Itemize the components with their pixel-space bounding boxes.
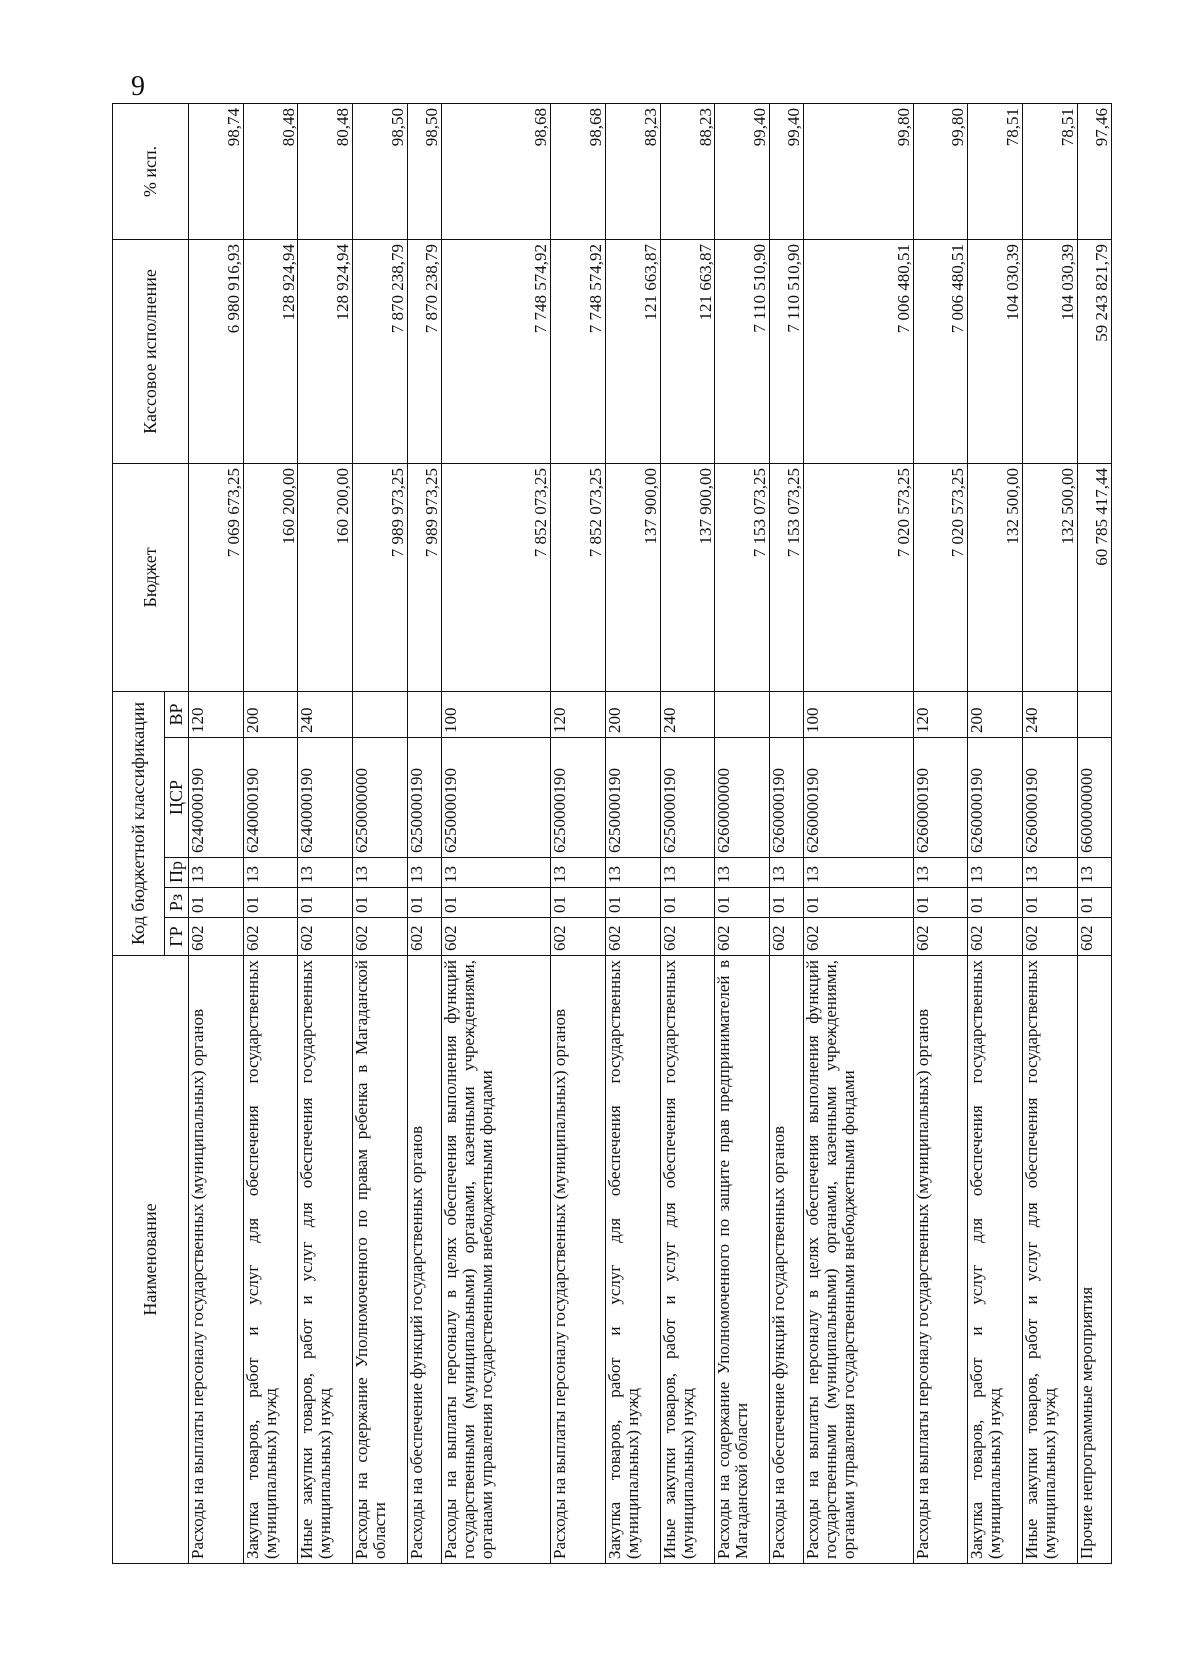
cell-budget: 7 069 673,25 xyxy=(189,463,244,691)
cell-vr: 200 xyxy=(243,691,298,737)
cell-pr: 13 xyxy=(189,858,244,888)
cell-name: Расходы на выплаты персоналу в целях обеспечения выполнения функций государственными (муниципальными) органами, казенными учреждениями, органами управления государственными внебюджетными фондами xyxy=(804,956,913,1564)
cell-budget: 132 500,00 xyxy=(968,463,1023,691)
cell-vr: 120 xyxy=(189,691,244,737)
cell-rz: 01 xyxy=(1023,888,1078,918)
table-row xyxy=(243,103,298,1563)
cell-execution: 7 870 238,79 xyxy=(353,239,408,463)
cell-pr: 13 xyxy=(770,858,804,888)
cell-pr: 13 xyxy=(441,858,550,888)
cell-rz: 01 xyxy=(551,888,606,918)
header-gr: ГР xyxy=(165,918,189,956)
cell-csr: 6260000190 xyxy=(968,738,1023,858)
cell-pr: 13 xyxy=(1077,858,1111,888)
cell-pr: 13 xyxy=(913,858,968,888)
cell-vr: 200 xyxy=(968,691,1023,737)
cell-vr xyxy=(770,691,804,737)
cell-budget: 7 852 073,25 xyxy=(551,463,606,691)
cell-vr xyxy=(407,691,441,737)
cell-csr: 6250000190 xyxy=(441,738,550,858)
cell-csr: 6260000190 xyxy=(913,738,968,858)
cell-execution: 59 243 821,79 xyxy=(1077,239,1111,463)
header-percent: % исп. xyxy=(113,103,189,239)
cell-name: Расходы на выплаты персоналу государственных (муниципальных) органов xyxy=(189,956,244,1564)
cell-budget: 60 785 417,44 xyxy=(1077,463,1111,691)
cell-gr: 602 xyxy=(407,918,441,956)
cell-rz: 01 xyxy=(441,888,550,918)
cell-name: Иные закупки товаров, работ и услуг для обеспечения государственных (муниципальных) нужд xyxy=(1023,956,1078,1564)
page-number: 9 xyxy=(131,71,145,102)
header-name: Наименование xyxy=(113,956,189,1564)
cell-execution: 7 748 574,92 xyxy=(551,239,606,463)
cell-name: Расходы на выплаты персоналу государственных (муниципальных) органов xyxy=(913,956,968,1564)
cell-execution: 7 748 574,92 xyxy=(441,239,550,463)
cell-pr: 13 xyxy=(298,858,353,888)
cell-execution: 121 663,87 xyxy=(660,239,715,463)
cell-budget: 160 200,00 xyxy=(298,463,353,691)
cell-csr: 6250000190 xyxy=(551,738,606,858)
cell-rz: 01 xyxy=(298,888,353,918)
cell-budget: 7 153 073,25 xyxy=(770,463,804,691)
header-budget: Бюджет xyxy=(113,463,189,691)
cell-name: Расходы на содержание Уполномоченного по правам ребенка в Магаданской области xyxy=(353,956,408,1564)
rotated-page xyxy=(112,71,1112,1564)
cell-gr: 602 xyxy=(189,918,244,956)
cell-gr: 602 xyxy=(298,918,353,956)
header-code-group: Код бюджетной классификации xyxy=(113,691,165,955)
cell-csr: 6240000190 xyxy=(298,738,353,858)
cell-name: Закупка товаров, работ и услуг для обеспечения государственных (муниципальных) нужд xyxy=(606,956,661,1564)
cell-vr: 200 xyxy=(606,691,661,737)
cell-rz: 01 xyxy=(1077,888,1111,918)
cell-pr: 13 xyxy=(243,858,298,888)
cell-rz: 01 xyxy=(715,888,770,918)
cell-name: Расходы на выплаты персоналу государственных (муниципальных) органов xyxy=(551,956,606,1564)
budget-table xyxy=(112,103,1112,1564)
cell-execution: 121 663,87 xyxy=(606,239,661,463)
header-csr: ЦСР xyxy=(165,738,189,858)
cell-gr: 602 xyxy=(715,918,770,956)
table-row xyxy=(660,103,715,1563)
cell-pr: 13 xyxy=(715,858,770,888)
cell-csr: 6240000190 xyxy=(189,738,244,858)
cell-rz: 01 xyxy=(913,888,968,918)
cell-name: Прочие непрограммные мероприятия xyxy=(1077,956,1111,1564)
cell-budget: 137 900,00 xyxy=(660,463,715,691)
cell-budget: 7 989 973,25 xyxy=(407,463,441,691)
cell-execution: 7 006 480,51 xyxy=(913,239,968,463)
cell-execution: 7 870 238,79 xyxy=(407,239,441,463)
table-row xyxy=(551,103,606,1563)
cell-execution: 6 980 916,93 xyxy=(189,239,244,463)
cell-percent: 98,50 xyxy=(353,103,408,239)
table-row xyxy=(441,103,550,1563)
cell-pr: 13 xyxy=(353,858,408,888)
cell-execution: 7 006 480,51 xyxy=(804,239,913,463)
cell-percent: 80,48 xyxy=(298,103,353,239)
table-row xyxy=(1023,103,1078,1563)
table-row xyxy=(913,103,968,1563)
cell-vr: 240 xyxy=(298,691,353,737)
cell-percent: 80,48 xyxy=(243,103,298,239)
cell-vr xyxy=(1077,691,1111,737)
cell-budget: 7 989 973,25 xyxy=(353,463,408,691)
cell-rz: 01 xyxy=(243,888,298,918)
cell-csr: 6260000190 xyxy=(770,738,804,858)
table-row xyxy=(770,103,804,1563)
cell-csr: 6260000190 xyxy=(804,738,913,858)
cell-percent: 78,51 xyxy=(1023,103,1078,239)
cell-percent: 99,40 xyxy=(770,103,804,239)
cell-gr: 602 xyxy=(441,918,550,956)
table-row xyxy=(968,103,1023,1563)
cell-name: Закупка товаров, работ и услуг для обеспечения государственных (муниципальных) нужд xyxy=(243,956,298,1564)
cell-pr: 13 xyxy=(606,858,661,888)
cell-csr: 6250000190 xyxy=(407,738,441,858)
table-row xyxy=(804,103,913,1563)
cell-gr: 602 xyxy=(770,918,804,956)
cell-gr: 602 xyxy=(660,918,715,956)
cell-budget: 7 020 573,25 xyxy=(913,463,968,691)
cell-csr: 6600000000 xyxy=(1077,738,1111,858)
cell-percent: 88,23 xyxy=(660,103,715,239)
cell-csr: 6260000000 xyxy=(715,738,770,858)
cell-pr: 13 xyxy=(1023,858,1078,888)
cell-vr: 120 xyxy=(551,691,606,737)
header-vr: ВР xyxy=(165,691,189,737)
cell-vr: 240 xyxy=(660,691,715,737)
table-row xyxy=(353,103,408,1563)
cell-gr: 602 xyxy=(968,918,1023,956)
cell-gr: 602 xyxy=(243,918,298,956)
cell-csr: 6260000190 xyxy=(1023,738,1078,858)
table-row xyxy=(715,103,770,1563)
cell-vr: 100 xyxy=(804,691,913,737)
header-rz: Рз xyxy=(165,888,189,918)
cell-execution: 7 110 510,90 xyxy=(770,239,804,463)
cell-vr: 120 xyxy=(913,691,968,737)
cell-rz: 01 xyxy=(407,888,441,918)
table-row xyxy=(298,103,353,1563)
cell-budget: 7 852 073,25 xyxy=(441,463,550,691)
cell-rz: 01 xyxy=(606,888,661,918)
cell-pr: 13 xyxy=(551,858,606,888)
cell-pr: 13 xyxy=(407,858,441,888)
cell-execution: 104 030,39 xyxy=(968,239,1023,463)
cell-vr: 240 xyxy=(1023,691,1078,737)
cell-percent: 99,80 xyxy=(913,103,968,239)
cell-rz: 01 xyxy=(189,888,244,918)
table-row xyxy=(1077,103,1111,1563)
cell-budget: 7 153 073,25 xyxy=(715,463,770,691)
cell-percent: 98,50 xyxy=(407,103,441,239)
header-execution: Кассовое исполнение xyxy=(113,239,189,463)
cell-rz: 01 xyxy=(660,888,715,918)
cell-rz: 01 xyxy=(770,888,804,918)
cell-gr: 602 xyxy=(913,918,968,956)
cell-gr: 602 xyxy=(1077,918,1111,956)
cell-percent: 97,46 xyxy=(1077,103,1111,239)
table-row xyxy=(189,103,244,1563)
cell-csr: 6250000190 xyxy=(660,738,715,858)
cell-execution: 128 924,94 xyxy=(243,239,298,463)
cell-percent: 88,23 xyxy=(606,103,661,239)
cell-percent: 99,40 xyxy=(715,103,770,239)
cell-budget: 160 200,00 xyxy=(243,463,298,691)
cell-pr: 13 xyxy=(804,858,913,888)
cell-percent: 98,74 xyxy=(189,103,244,239)
header-pr: Пр xyxy=(165,858,189,888)
cell-execution: 7 110 510,90 xyxy=(715,239,770,463)
cell-execution: 104 030,39 xyxy=(1023,239,1078,463)
cell-budget: 137 900,00 xyxy=(606,463,661,691)
table-row xyxy=(606,103,661,1563)
cell-percent: 99,80 xyxy=(804,103,913,239)
cell-percent: 98,68 xyxy=(441,103,550,239)
cell-name: Иные закупки товаров, работ и услуг для обеспечения государственных (муниципальных) нужд xyxy=(660,956,715,1564)
cell-csr: 6250000000 xyxy=(353,738,408,858)
cell-name: Закупка товаров, работ и услуг для обеспечения государственных (муниципальных) нужд xyxy=(968,956,1023,1564)
cell-rz: 01 xyxy=(968,888,1023,918)
cell-execution: 128 924,94 xyxy=(298,239,353,463)
cell-vr xyxy=(353,691,408,737)
cell-pr: 13 xyxy=(660,858,715,888)
table-header xyxy=(113,103,189,1563)
cell-rz: 01 xyxy=(804,888,913,918)
cell-gr: 602 xyxy=(606,918,661,956)
cell-vr: 100 xyxy=(441,691,550,737)
cell-gr: 602 xyxy=(353,918,408,956)
cell-percent: 98,68 xyxy=(551,103,606,239)
cell-pr: 13 xyxy=(968,858,1023,888)
cell-percent: 78,51 xyxy=(968,103,1023,239)
table-body xyxy=(189,103,1112,1563)
cell-gr: 602 xyxy=(1023,918,1078,956)
cell-vr xyxy=(715,691,770,737)
cell-gr: 602 xyxy=(804,918,913,956)
cell-budget: 7 020 573,25 xyxy=(804,463,913,691)
cell-budget: 132 500,00 xyxy=(1023,463,1078,691)
cell-name: Расходы на содержание Уполномоченного по защите прав предпринимателей в Магаданской области xyxy=(715,956,770,1564)
cell-name: Расходы на выплаты персоналу в целях обеспечения выполнения функций государственными (муниципальными) органами, казенными учреждениями, органами управления государственными внебюджетными фондами xyxy=(441,956,550,1564)
table-row xyxy=(407,103,441,1563)
cell-csr: 6240000190 xyxy=(243,738,298,858)
cell-csr: 6250000190 xyxy=(606,738,661,858)
cell-rz: 01 xyxy=(353,888,408,918)
cell-name: Иные закупки товаров, работ и услуг для обеспечения государственных (муниципальных) нужд xyxy=(298,956,353,1564)
cell-name: Расходы на обеспечение функций государственных органов xyxy=(770,956,804,1564)
cell-gr: 602 xyxy=(551,918,606,956)
cell-name: Расходы на обеспечение функций государственных органов xyxy=(407,956,441,1564)
